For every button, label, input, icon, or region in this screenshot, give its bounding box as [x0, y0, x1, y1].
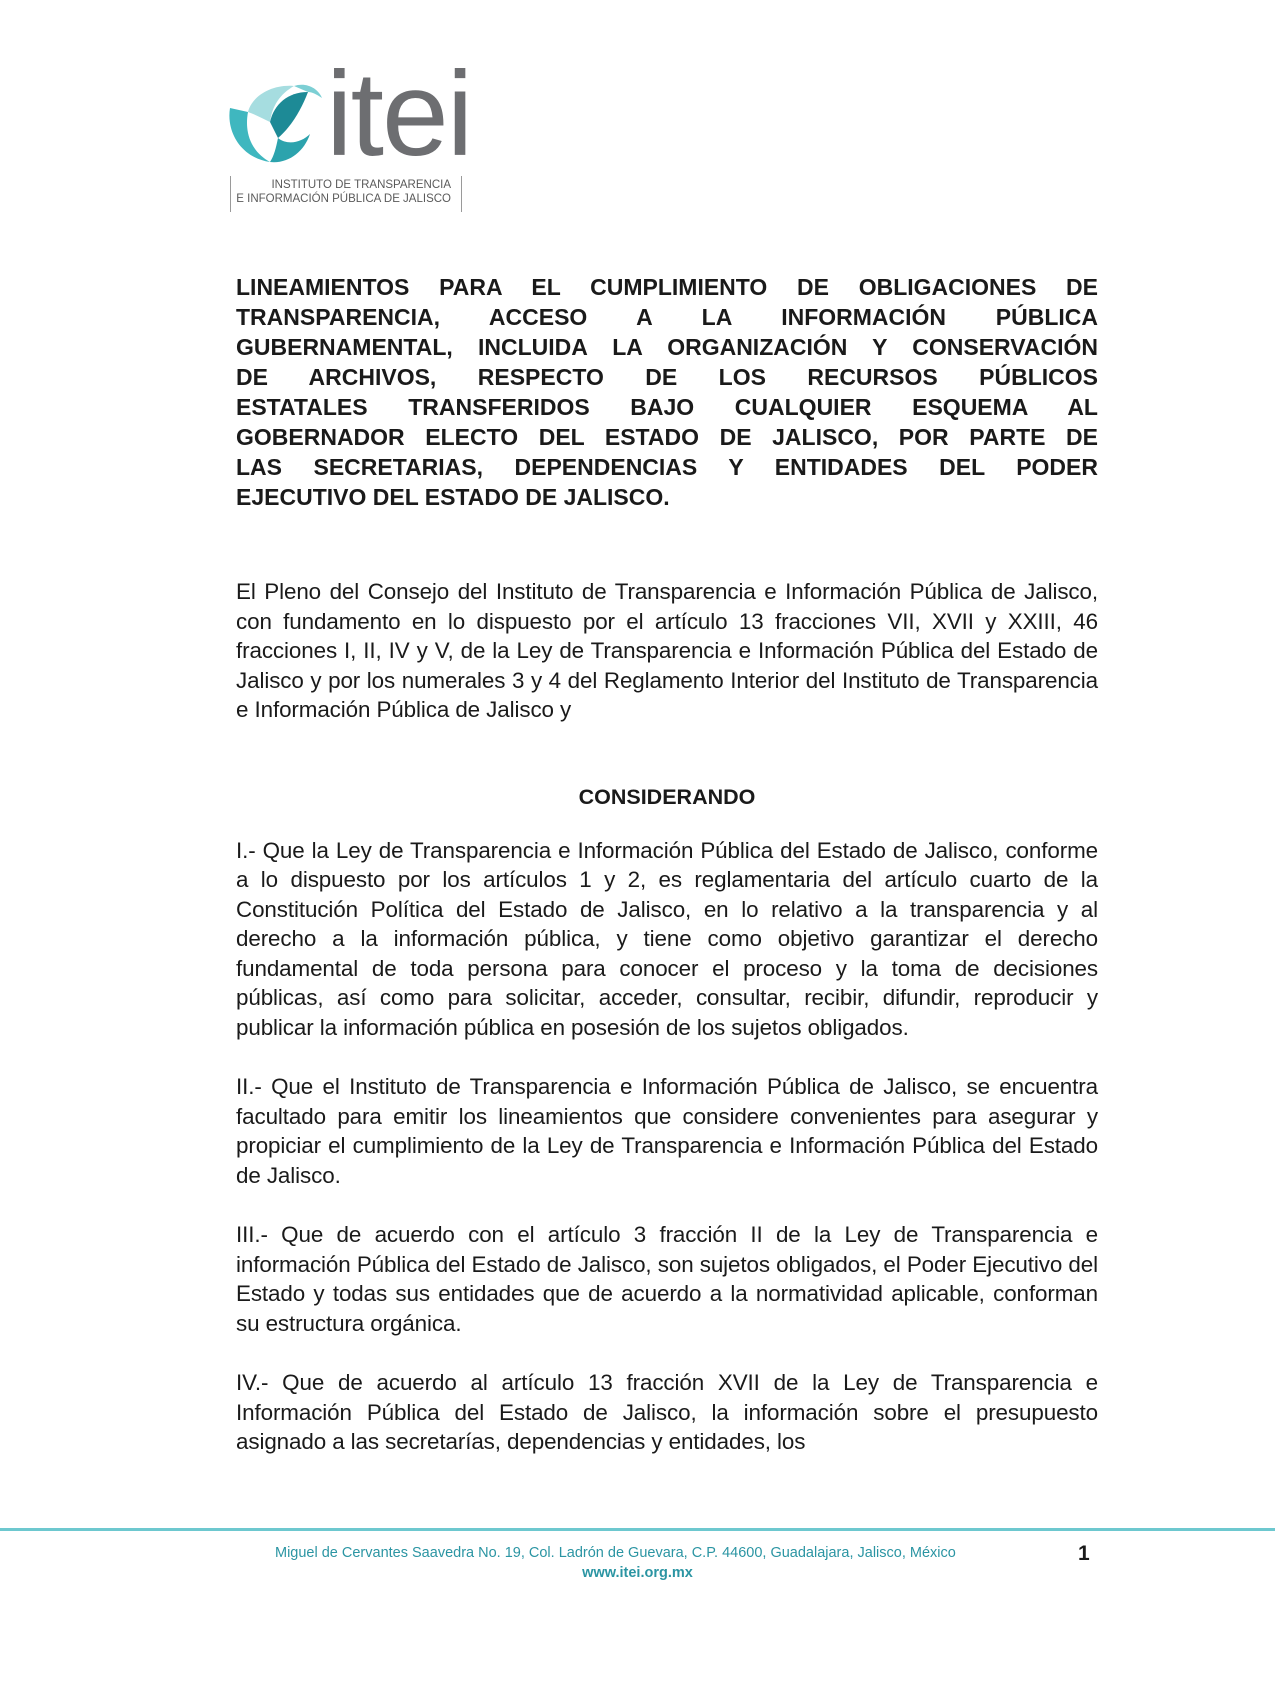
- title-line: TRANSPARENCIA, ACCESO A LA INFORMACIÓN PÚBLICA: [236, 304, 1098, 330]
- considerando-paragraph: IV.- Que de acuerdo al artículo 13 fracción XVII de la Ley de Transparencia e Información Pública del Estado de Jalisco, la información sobre el presupuesto asignado a las secretarías, dependencias y entidades, los: [236, 1370, 1098, 1454]
- logo-caption: [230, 176, 462, 212]
- document-body: [236, 272, 1098, 1457]
- title-line: GUBERNAMENTAL, INCLUIDA LA ORGANIZACIÓN Y CONSERVACIÓN: [236, 334, 1098, 360]
- section-heading: CONSIDERANDO: [578, 784, 756, 809]
- itei-logo: [222, 47, 502, 220]
- logo-caption-line-1: INSTITUTO DE TRANSPARENCIA: [271, 179, 451, 191]
- footer-address: Miguel de Cervantes Saavedra No. 19, Col. Ladrón de Guevara, C.P. 44600, Guadalajara, Jalisco, México: [275, 1545, 956, 1561]
- itei-logo-mark-icon: [222, 78, 332, 176]
- considerando-paragraph: II.- Que el Instituto de Transparencia e Información Pública de Jalisco, se encuentra facultado para emitir los lineamientos que considere convenientes para asegurar y propiciar el cumplimiento de la Ley de Transparencia e Información Pública del Estado de Jalisco.: [236, 1074, 1098, 1188]
- document-title: [236, 272, 1098, 512]
- title-line: DE ARCHIVOS, RESPECTO DE LOS RECURSOS PÚBLICOS: [236, 364, 1098, 390]
- intro-paragraph: El Pleno del Consejo del Instituto de Transparencia e Información Pública de Jalisco, con fundamento en lo dispuesto por el artículo 13 fracciones VII, XVII y XXIII, 46 fracciones I, II, IV y V, de la Ley de Transparencia e Información Pública del Estado de Jalisco y por los numerales 3 y 4 del Reglamento Interior del Instituto de Transparencia e Información Pública de Jalisco y: [236, 579, 1098, 722]
- title-line: LINEAMIENTOS PARA EL CUMPLIMIENTO DE OBLIGACIONES DE: [236, 274, 1098, 300]
- page-number: 1: [1078, 1542, 1090, 1565]
- footer-divider: [0, 1528, 1275, 1531]
- considerando-paragraph: III.- Que de acuerdo con el artículo 3 fracción II de la Ley de Transparencia e información Pública del Estado de Jalisco, son sujetos obligados, el Poder Ejecutivo del Estado y todas sus entidades que de acuerdo a la normatividad aplicable, conforman su estructura orgánica.: [236, 1222, 1098, 1336]
- logo-caption-line-2: E INFORMACIÓN PÚBLICA DE JALISCO: [236, 192, 451, 205]
- title-line: EJECUTIVO DEL ESTADO DE JALISCO.: [236, 484, 670, 510]
- title-line: ESTATALES TRANSFERIDOS BAJO CUALQUIER ESQUEMA AL: [236, 394, 1098, 420]
- logo-wordmark: itei: [326, 47, 472, 181]
- title-line: GOBERNADOR ELECTO DEL ESTADO DE JALISCO, POR PARTE DE: [236, 424, 1098, 450]
- title-line: LAS SECRETARIAS, DEPENDENCIAS Y ENTIDADES DEL PODER: [236, 454, 1098, 480]
- considerando-paragraph: I.- Que la Ley de Transparencia e Información Pública del Estado de Jalisco, conforme a lo dispuesto por los artículos 1 y 2, es reglamentaria del artículo cuarto de la Constitución Política del Estado de Jalisco, en lo relativo a la transparencia y al derecho a la información pública, y tiene como objetivo garantizar el derecho fundamental de toda persona para conocer el proceso y la toma de decisiones públicas, así como para solicitar, acceder, consultar, recibir, difundir, reproducir y publicar la información pública en posesión de los sujetos obligados.: [236, 837, 1098, 1040]
- footer-website-link[interactable]: www.itei.org.mx: [582, 1565, 693, 1581]
